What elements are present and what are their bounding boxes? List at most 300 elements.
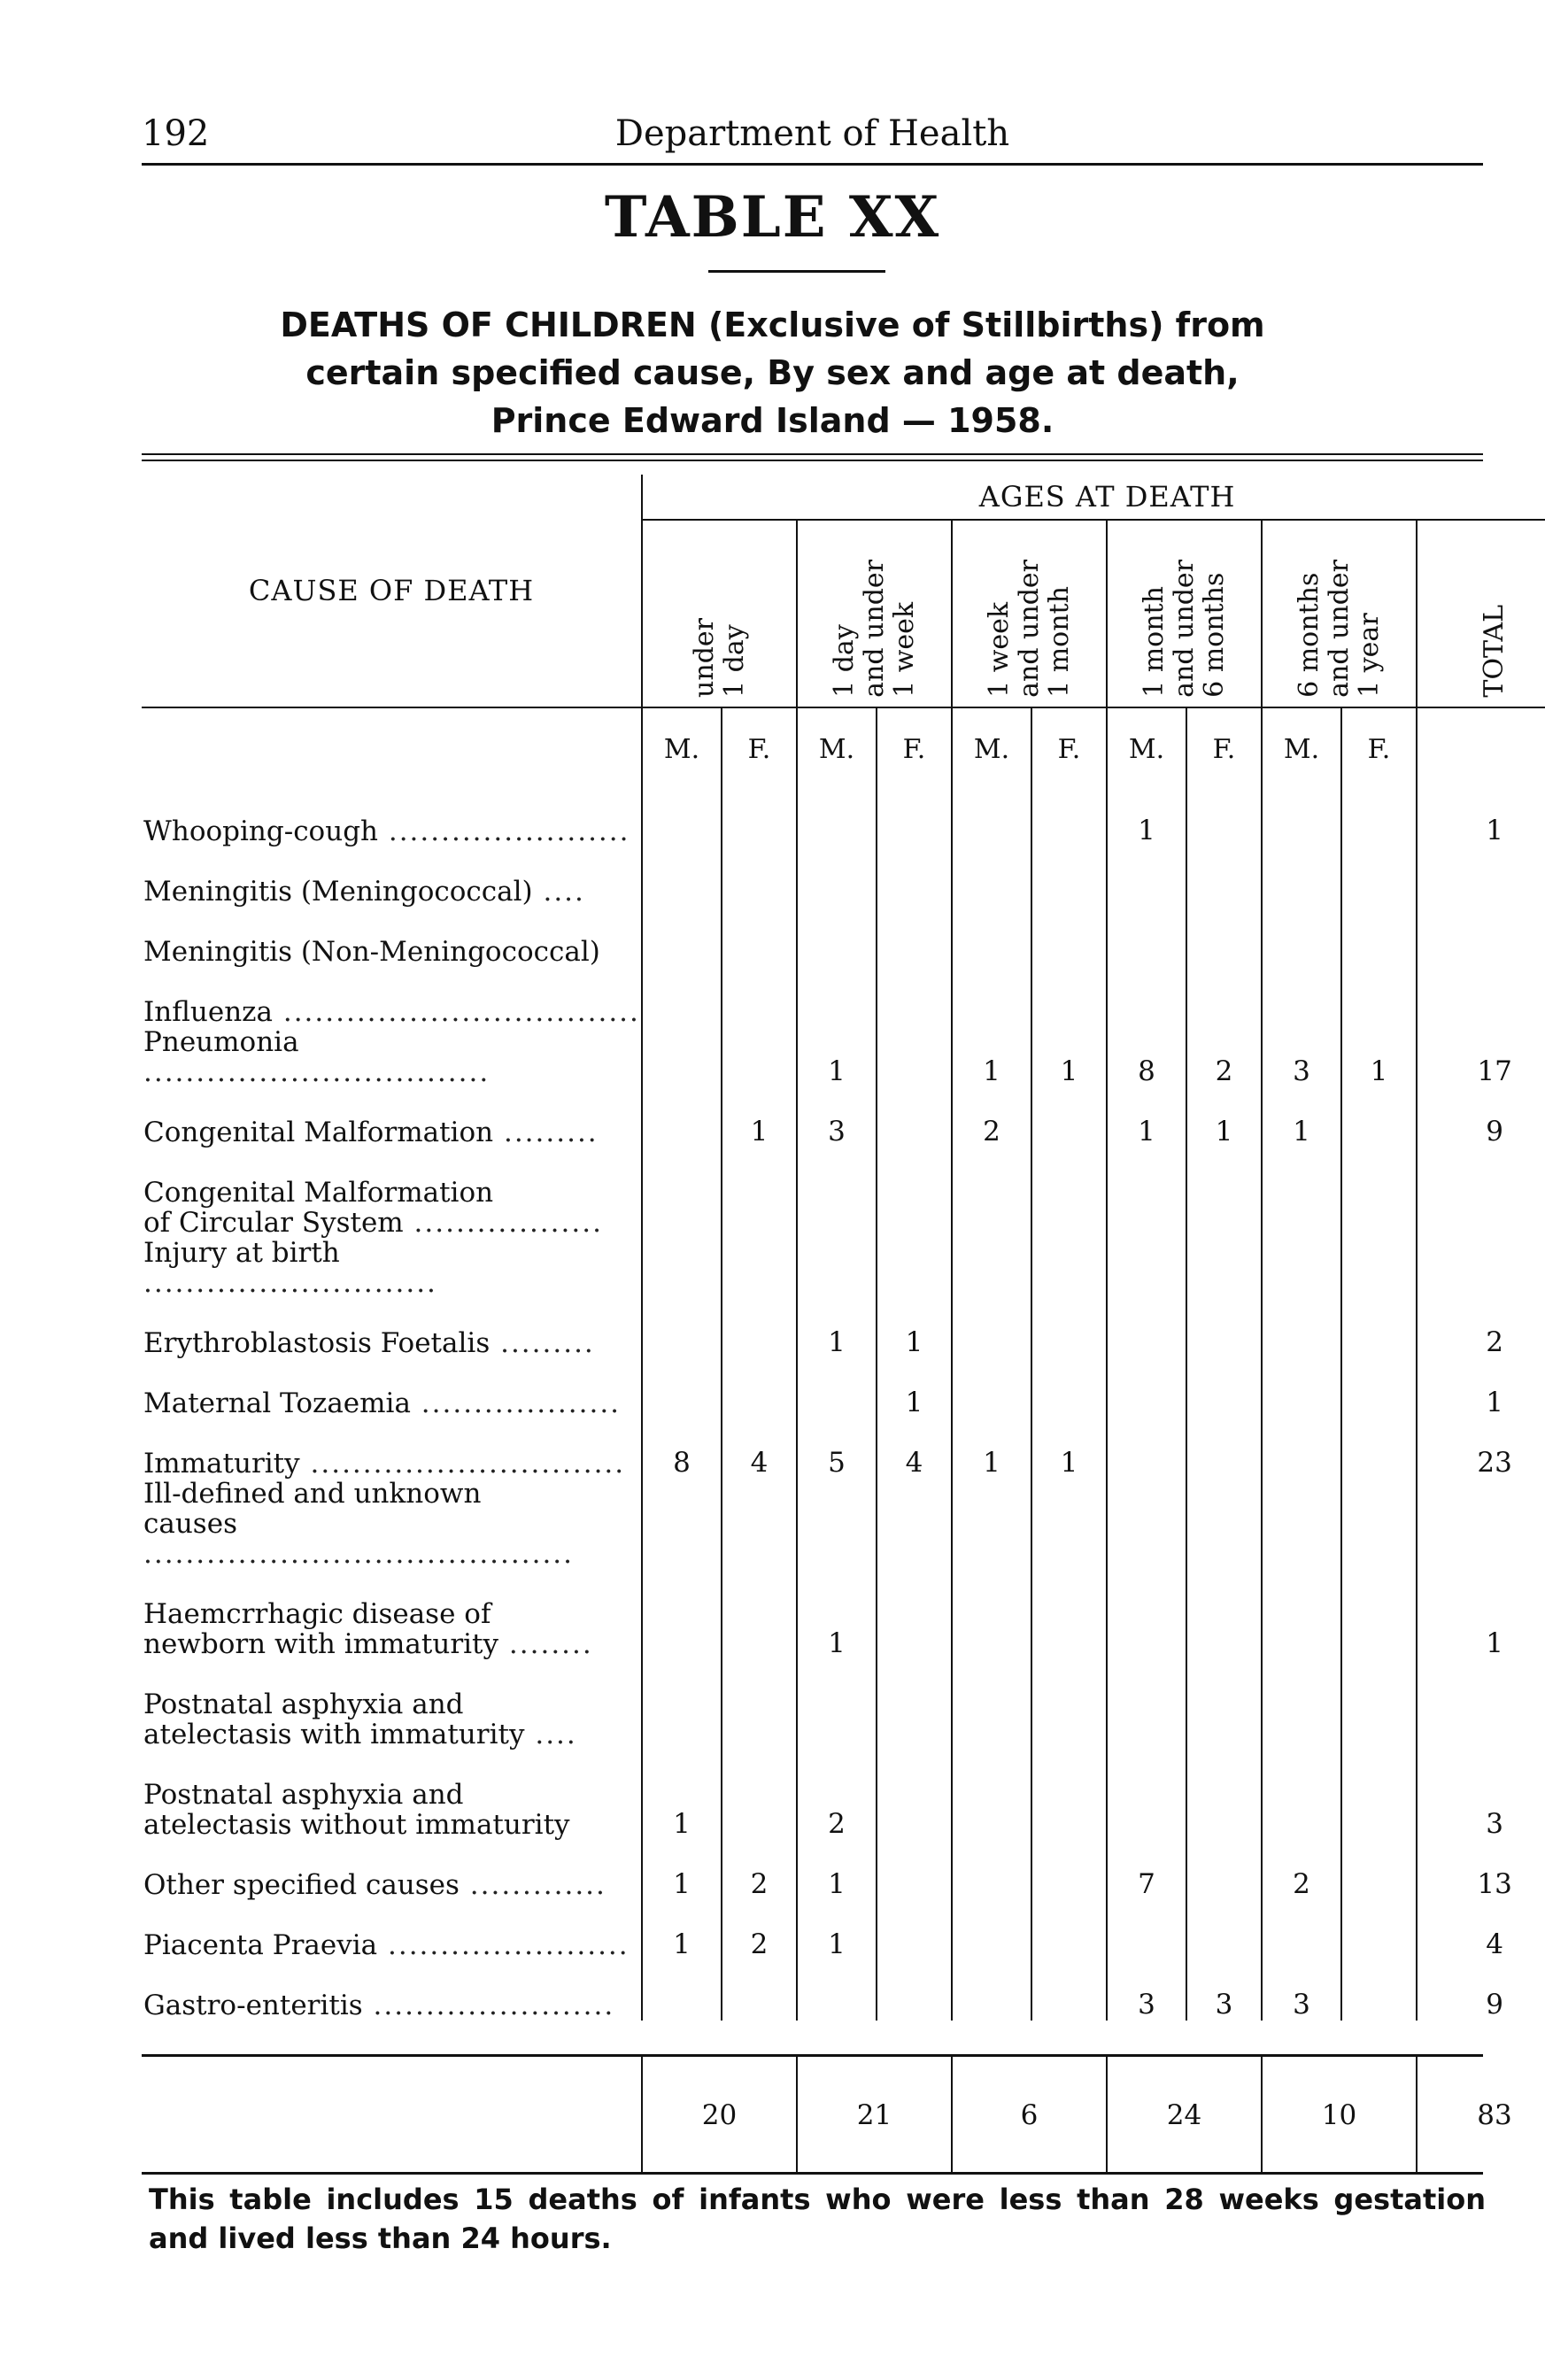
value-cell: 1 (642, 1750, 722, 1840)
value-cell (1262, 1148, 1341, 1238)
value-cell (877, 1960, 952, 2021)
table-row (142, 1659, 1545, 1750)
cause-text: atelectasis with immaturity (143, 1719, 525, 1750)
value-cell (1341, 1960, 1417, 2021)
sex-header-row (142, 707, 1545, 765)
value-cell (877, 1900, 952, 1960)
total-1-week-1-month: 6 (952, 2057, 1107, 2174)
value-cell (642, 1148, 722, 1238)
value-cell (1031, 1569, 1107, 1659)
total-under-1-day: 20 (642, 2057, 797, 2174)
value-cell (952, 1659, 1031, 1750)
value-cell: 1 (1341, 1027, 1417, 1087)
table-subtitle (177, 301, 1368, 444)
value-cell (1031, 1298, 1107, 1358)
value-cell: 1 (1107, 765, 1186, 846)
value-cell (1031, 907, 1107, 967)
cause-text: Congenital Malformation (143, 1177, 494, 1209)
cause-text: Meningitis (Non-Meningococcal) (143, 936, 600, 968)
value-cell (1262, 1298, 1341, 1358)
total-header (1417, 520, 1545, 707)
cause-label (143, 877, 641, 907)
cause-of-death-header: CAUSE OF DEATH (142, 475, 642, 707)
value-cell (1341, 1418, 1417, 1479)
cause-label-line-2 (143, 1509, 641, 1569)
age-group-label: under 1 day (688, 618, 750, 698)
row-total-cell: 3 (1417, 1750, 1545, 1840)
cause-label (143, 1178, 641, 1208)
value-cell (952, 1298, 1031, 1358)
cause-text: Immaturity (143, 1448, 300, 1480)
dot-leader: ......................................... (143, 1538, 575, 1570)
value-cell (1262, 967, 1341, 1027)
sex-label: F. (877, 707, 952, 765)
value-cell (1341, 1569, 1417, 1659)
cause-label (143, 1780, 641, 1810)
value-cell (1031, 1960, 1107, 2021)
cause-cell (142, 1569, 642, 1659)
total-label: TOTAL (1479, 605, 1510, 698)
cause-text: Injury at birth (143, 1237, 340, 1269)
table-row (142, 1238, 1545, 1298)
value-cell (1107, 1298, 1186, 1358)
grand-total: 83 (1417, 2057, 1545, 2174)
running-header (142, 113, 1483, 163)
value-cell (1186, 1900, 1262, 1960)
cause-label (143, 1930, 641, 1960)
dot-leader: ................... (410, 1387, 622, 1419)
value-cell (877, 1087, 952, 1148)
cause-cell (142, 1840, 642, 1900)
cause-text: Ill-defined and unknown (143, 1478, 482, 1510)
blank-cell (142, 707, 642, 765)
value-cell (797, 1479, 877, 1569)
value-cell (877, 1238, 952, 1298)
value-cell (1186, 765, 1262, 846)
value-cell (1341, 1298, 1417, 1358)
value-cell (1186, 1358, 1262, 1418)
value-cell (1031, 1087, 1107, 1148)
value-cell (1107, 1238, 1186, 1298)
value-cell (1341, 1358, 1417, 1418)
cause-text: Postnatal asphyxia and (143, 1779, 464, 1811)
value-cell: 1 (952, 1027, 1031, 1087)
sex-label: M. (1262, 707, 1341, 765)
value-cell: 2 (722, 1900, 797, 1960)
value-cell (877, 1148, 952, 1238)
value-cell (797, 846, 877, 907)
value-cell (642, 907, 722, 967)
value-cell (1107, 1479, 1186, 1569)
table-row (142, 1087, 1545, 1148)
dot-leader: .............................. (299, 1448, 626, 1480)
cause-label-line-2 (143, 1719, 641, 1750)
value-cell: 3 (1262, 1960, 1341, 2021)
value-cell (877, 907, 952, 967)
value-cell (877, 1750, 952, 1840)
dot-leader: ......... (490, 1327, 595, 1359)
row-total-cell: 1 (1417, 1358, 1545, 1418)
value-cell (1186, 967, 1262, 1027)
value-cell (642, 1569, 722, 1659)
cause-label (143, 1238, 641, 1298)
cause-text: Influenza (143, 996, 273, 1028)
value-cell (797, 1960, 877, 2021)
value-cell (722, 765, 797, 846)
table-body (142, 707, 1545, 2021)
cause-text: Other specified causes (143, 1869, 460, 1901)
value-cell (877, 1659, 952, 1750)
cause-cell (142, 907, 642, 967)
sex-label: M. (797, 707, 877, 765)
cause-cell (142, 1960, 642, 2021)
value-cell (952, 1238, 1031, 1298)
value-cell: 1 (797, 1027, 877, 1087)
value-cell (642, 967, 722, 1027)
value-cell (1031, 846, 1107, 907)
value-cell: 1 (642, 1900, 722, 1960)
value-cell (797, 967, 877, 1027)
cause-cell (142, 1418, 642, 1479)
value-cell (722, 967, 797, 1027)
page-number: 192 (142, 113, 210, 154)
table-row (142, 1358, 1545, 1418)
value-cell (1031, 967, 1107, 1027)
row-total-cell: 2 (1417, 1298, 1545, 1358)
dot-leader: ....................... (378, 815, 630, 847)
value-cell (1262, 1659, 1341, 1750)
value-cell (722, 1238, 797, 1298)
totals-row (142, 2057, 1545, 2174)
value-cell: 2 (1186, 1027, 1262, 1087)
value-cell: 1 (797, 1900, 877, 1960)
row-total-cell: 17 (1417, 1027, 1545, 1087)
dot-leader: .................................. (272, 996, 640, 1028)
value-cell (722, 907, 797, 967)
value-cell (1262, 1750, 1341, 1840)
cause-text: newborn with immaturity (143, 1628, 499, 1660)
cause-label-line-2 (143, 1629, 641, 1659)
value-cell: 1 (797, 1569, 877, 1659)
dot-leader: ........ (498, 1628, 593, 1660)
row-total-cell (1417, 1238, 1545, 1298)
table-row (142, 907, 1545, 967)
value-cell (1262, 1238, 1341, 1298)
value-cell (952, 1900, 1031, 1960)
cause-cell (142, 1087, 642, 1148)
cause-label (143, 1870, 641, 1900)
cause-label (143, 1990, 641, 2021)
department-name: Department of Health (614, 113, 1010, 154)
cause-label (143, 997, 641, 1027)
value-cell: 7 (1107, 1840, 1186, 1900)
value-cell (1341, 967, 1417, 1027)
value-cell: 4 (722, 1418, 797, 1479)
value-cell (1186, 1238, 1262, 1298)
value-cell (797, 1238, 877, 1298)
subtitle-line-2: certain specified cause, By sex and age at death, (305, 353, 1240, 392)
row-total-cell (1417, 1479, 1545, 1569)
total-1-month-6-months: 24 (1107, 2057, 1262, 2174)
dot-leader: ................................. (143, 1056, 491, 1088)
table-row (142, 1298, 1545, 1358)
table-row (142, 1960, 1545, 2021)
cause-cell (142, 1479, 642, 1569)
value-cell (797, 907, 877, 967)
ages-at-death-header: AGES AT DEATH (642, 475, 1545, 520)
cause-cell (142, 1238, 642, 1298)
cause-cell (142, 1750, 642, 1840)
totals-table (142, 2057, 1545, 2174)
cause-label (143, 1388, 641, 1418)
dot-leader: .................. (403, 1207, 603, 1239)
value-cell (1186, 907, 1262, 967)
cause-cell (142, 1358, 642, 1418)
value-cell: 3 (1262, 1027, 1341, 1087)
value-cell (797, 765, 877, 846)
cause-label (143, 937, 641, 967)
value-cell: 1 (1262, 1087, 1341, 1148)
table-top-rule (142, 453, 1483, 455)
age-group-header (1262, 520, 1417, 707)
value-cell (1031, 1840, 1107, 1900)
cause-text: Piacenta Praevia (143, 1929, 378, 1961)
value-cell: 1 (1107, 1087, 1186, 1148)
value-cell (952, 846, 1031, 907)
cause-cell (142, 1298, 642, 1358)
value-cell (797, 1659, 877, 1750)
row-total-cell: 23 (1417, 1418, 1545, 1479)
cause-text: Erythroblastosis Foetalis (143, 1327, 491, 1359)
value-cell (1341, 1479, 1417, 1569)
value-cell: 1 (1186, 1087, 1262, 1148)
value-cell (952, 907, 1031, 967)
value-cell (642, 1358, 722, 1418)
dot-leader: ......... (493, 1117, 599, 1148)
value-cell (877, 846, 952, 907)
cause-cell (142, 765, 642, 846)
age-group-header (797, 520, 952, 707)
value-cell (1186, 1418, 1262, 1479)
value-cell: 3 (1186, 1960, 1262, 2021)
value-cell (722, 1960, 797, 2021)
value-cell (1031, 1659, 1107, 1750)
value-cell: 1 (1031, 1027, 1107, 1087)
row-total-cell: 4 (1417, 1900, 1545, 1960)
totals-bottom-rule (142, 2172, 1483, 2175)
table-row (142, 1569, 1545, 1659)
value-cell (1107, 1148, 1186, 1238)
value-cell (1341, 1148, 1417, 1238)
row-total-cell: 9 (1417, 1960, 1545, 2021)
value-cell: 8 (642, 1418, 722, 1479)
value-cell (1107, 1569, 1186, 1659)
sex-label: M. (1107, 707, 1186, 765)
cause-text: Postnatal asphyxia and (143, 1688, 464, 1720)
value-cell (1186, 1840, 1262, 1900)
value-cell (1186, 1479, 1262, 1569)
cause-cell (142, 1148, 642, 1238)
value-cell: 2 (722, 1840, 797, 1900)
table-row (142, 1027, 1545, 1087)
value-cell (722, 1358, 797, 1418)
value-cell (1186, 1298, 1262, 1358)
sex-label: F. (1031, 707, 1107, 765)
value-cell (1262, 1900, 1341, 1960)
cause-label (143, 1599, 641, 1629)
value-cell (1107, 967, 1186, 1027)
sex-label: F. (1341, 707, 1417, 765)
value-cell: 2 (952, 1087, 1031, 1148)
dot-leader: ....................... (377, 1929, 630, 1961)
blank-cell (1417, 707, 1545, 765)
value-cell (877, 765, 952, 846)
value-cell (1341, 1900, 1417, 1960)
age-group-label: 6 months and under 1 year (1293, 560, 1385, 698)
value-cell (722, 1148, 797, 1238)
deaths-table (142, 475, 1545, 2021)
cause-cell (142, 1900, 642, 1960)
cause-label (143, 1117, 641, 1148)
row-total-cell (1417, 1659, 1545, 1750)
value-cell (1031, 1479, 1107, 1569)
value-cell (1186, 846, 1262, 907)
value-cell (1341, 846, 1417, 907)
value-cell (1341, 1750, 1417, 1840)
value-cell (1107, 1659, 1186, 1750)
value-cell (1107, 1900, 1186, 1960)
value-cell (1341, 765, 1417, 846)
subtitle-line-3: Prince Edward Island — 1958. (491, 401, 1054, 440)
footnote: This table includes 15 deaths of infants who were less than 28 weeks gestation and lived less than 24 hours. (149, 2183, 1486, 2255)
value-cell (1107, 1358, 1186, 1418)
value-cell (1107, 1418, 1186, 1479)
value-cell: 3 (1107, 1960, 1186, 2021)
value-cell (1262, 1358, 1341, 1418)
value-cell (722, 1750, 797, 1840)
value-cell: 3 (797, 1087, 877, 1148)
table-row (142, 1479, 1545, 1569)
value-cell (877, 967, 952, 1027)
total-6-months-1-year: 10 (1262, 2057, 1417, 2174)
total-1-day-1-week: 21 (797, 2057, 952, 2174)
row-total-cell: 1 (1417, 765, 1545, 846)
value-cell: 1 (797, 1840, 877, 1900)
value-cell (722, 1479, 797, 1569)
row-total-cell: 9 (1417, 1087, 1545, 1148)
value-cell (1186, 1750, 1262, 1840)
row-total-cell: 13 (1417, 1840, 1545, 1900)
title-rule (708, 270, 885, 273)
cause-text: of Circular System (143, 1207, 404, 1239)
subtitle-line-1: DEATHS OF CHILDREN (Exclusive of Stillbirths) from (280, 305, 1265, 344)
table-row (142, 1750, 1545, 1840)
value-cell (722, 1027, 797, 1087)
sex-label: M. (952, 707, 1031, 765)
row-total-cell (1417, 907, 1545, 967)
table-row (142, 1148, 1545, 1238)
value-cell (1031, 765, 1107, 846)
cause-text: Congenital Malformation (143, 1117, 494, 1148)
value-cell: 1 (722, 1087, 797, 1148)
value-cell: 1 (1031, 1418, 1107, 1479)
cause-text: Gastro-enteritis (143, 1990, 363, 2021)
cause-label-line-2 (143, 1810, 641, 1840)
value-cell (1031, 1900, 1107, 1960)
cause-text: causes (143, 1508, 237, 1540)
cause-text: Haemcrrhagic disease of (143, 1598, 491, 1630)
dot-leader: .... (532, 876, 585, 908)
value-cell (642, 1960, 722, 2021)
cause-cell (142, 1659, 642, 1750)
value-cell (1341, 1840, 1417, 1900)
value-cell: 1 (642, 1840, 722, 1900)
table-row (142, 765, 1545, 846)
value-cell (642, 1659, 722, 1750)
value-cell (642, 1238, 722, 1298)
value-cell (1031, 1358, 1107, 1418)
value-cell (952, 1479, 1031, 1569)
age-group-label: 1 week and under 1 month (983, 560, 1075, 698)
value-cell (952, 967, 1031, 1027)
value-cell (1031, 1238, 1107, 1298)
value-cell (797, 1148, 877, 1238)
value-cell (642, 1087, 722, 1148)
header-rule (142, 163, 1483, 166)
value-cell (1031, 1750, 1107, 1840)
value-cell (1186, 1569, 1262, 1659)
value-cell: 1 (952, 1418, 1031, 1479)
age-group-label: 1 day and under 1 week (828, 560, 920, 698)
cause-label (143, 1479, 641, 1509)
table-row (142, 967, 1545, 1027)
row-total-cell (1417, 967, 1545, 1027)
value-cell (1262, 907, 1341, 967)
cause-text: Pneumonia (143, 1026, 299, 1058)
value-cell (952, 1148, 1031, 1238)
value-cell (1186, 1659, 1262, 1750)
value-cell (1262, 1569, 1341, 1659)
value-cell: 1 (877, 1358, 952, 1418)
age-group-header (642, 520, 797, 707)
value-cell (1341, 1238, 1417, 1298)
value-cell (1031, 1148, 1107, 1238)
value-cell (1107, 1750, 1186, 1840)
value-cell: 4 (877, 1418, 952, 1479)
cause-label (143, 1027, 641, 1087)
age-group-header (1107, 520, 1262, 707)
value-cell (877, 1027, 952, 1087)
sex-label: F. (1186, 707, 1262, 765)
value-cell: 1 (797, 1298, 877, 1358)
value-cell (952, 1750, 1031, 1840)
cause-cell (142, 1027, 642, 1087)
value-cell (952, 1358, 1031, 1418)
value-cell: 5 (797, 1418, 877, 1479)
value-cell (642, 1027, 722, 1087)
cause-text: Whooping-cough (143, 815, 378, 847)
age-group-header (952, 520, 1107, 707)
sex-label: M. (642, 707, 722, 765)
value-cell (1341, 907, 1417, 967)
dot-leader: ............................ (143, 1267, 437, 1299)
value-cell: 8 (1107, 1027, 1186, 1087)
cause-cell (142, 846, 642, 907)
value-cell: 2 (1262, 1840, 1341, 1900)
table-row (142, 846, 1545, 907)
table-row (142, 1900, 1545, 1960)
value-cell (1262, 1479, 1341, 1569)
